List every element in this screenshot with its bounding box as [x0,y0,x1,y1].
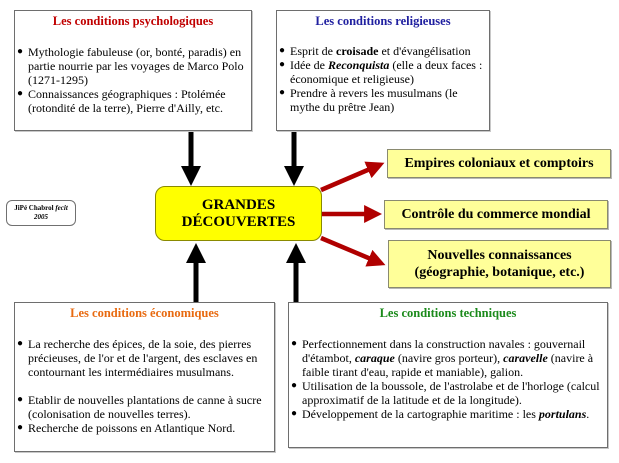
economic-title: Les conditions économiques [70,306,219,320]
bullet-icon: ● [279,87,286,98]
technical-conditions-box [288,302,608,448]
bullet-icon: ● [291,338,298,349]
list-item: ● La recherche des épices, de la soie, des pierres précieuses, de l'or et de l'argent, des esclaves en contournant les intermédiaires musulmans. [17,337,258,379]
outcome-empires-box: Empires coloniaux et comptoirs [387,149,611,178]
list-item: ● Esprit de croisade et d'évangélisation [279,44,471,58]
bullet-icon: ● [17,88,24,99]
list-item: ● Etablir de nouvelles plantations de canne à sucre (colonisation de nouvelles terres). [17,393,262,421]
bullet-icon: ● [17,422,24,433]
psychological-conditions-box [14,10,252,131]
list-item: ● Utilisation de la boussole, de l'astrolabe et de l'horloge (calcul approximatif de la latitude et de la longitude). [291,379,600,407]
bullet-icon: ● [291,408,298,419]
bullet-icon: ● [17,394,24,405]
technical-list [289,337,607,421]
central-topic-line1: GRANDES [201,196,276,213]
author-credit: JiPé Chabrol fecit 2005 [6,200,76,226]
list-item: ● Perfectionnement dans la construction navales : gouvernail d'étambot, caraque (navire gros porteur), caravelle (navire à faible tirant d'eau, rapide et maniable), galion. [291,337,594,379]
list-item: ● Mythologie fabuleuse (or, bonté, paradis) en partie nourrie par les voyages de Marco Polo (1271-1295) [17,45,244,87]
psychological-list [15,45,251,115]
religious-conditions-box [276,10,490,131]
economic-list [15,337,274,435]
list-item: ● Connaissances géographiques : Ptolémée (rotondité de la terre), Pierre d'Ailly, etc. [17,87,226,115]
technical-title: Les conditions techniques [379,306,517,320]
bullet-icon: ● [279,59,286,70]
list-item: ● Prendre à revers les musulmans (le mythe du prêtre Jean) [279,86,458,114]
bullet-icon: ● [279,45,286,56]
bullet-icon: ● [291,380,298,391]
central-topic-box [155,186,322,241]
list-item: ● Développement de la cartographie maritime : les portulans. [291,407,590,421]
arrow-center-to-knowledge [321,238,378,262]
outcome-knowledge-box: Nouvelles connaissances (géographie, botanique, etc.) [388,240,611,288]
central-topic-line2: DÉCOUVERTES [181,213,296,230]
economic-conditions-box [14,302,275,452]
list-item: ● Idée de Reconquista (elle a deux faces : économique et religieuse) [279,58,483,86]
bullet-icon: ● [17,46,24,57]
outcome-commerce-box: Contrôle du commerce mondial [384,200,608,229]
psychological-title: Les conditions psychologiques [52,14,214,28]
list-item: ● Recherche de poissons en Atlantique Nord. [17,421,236,435]
religious-list [277,44,489,114]
religious-title: Les conditions religieuses [315,14,451,28]
arrow-center-to-empires [321,166,377,190]
bullet-icon: ● [17,338,24,349]
